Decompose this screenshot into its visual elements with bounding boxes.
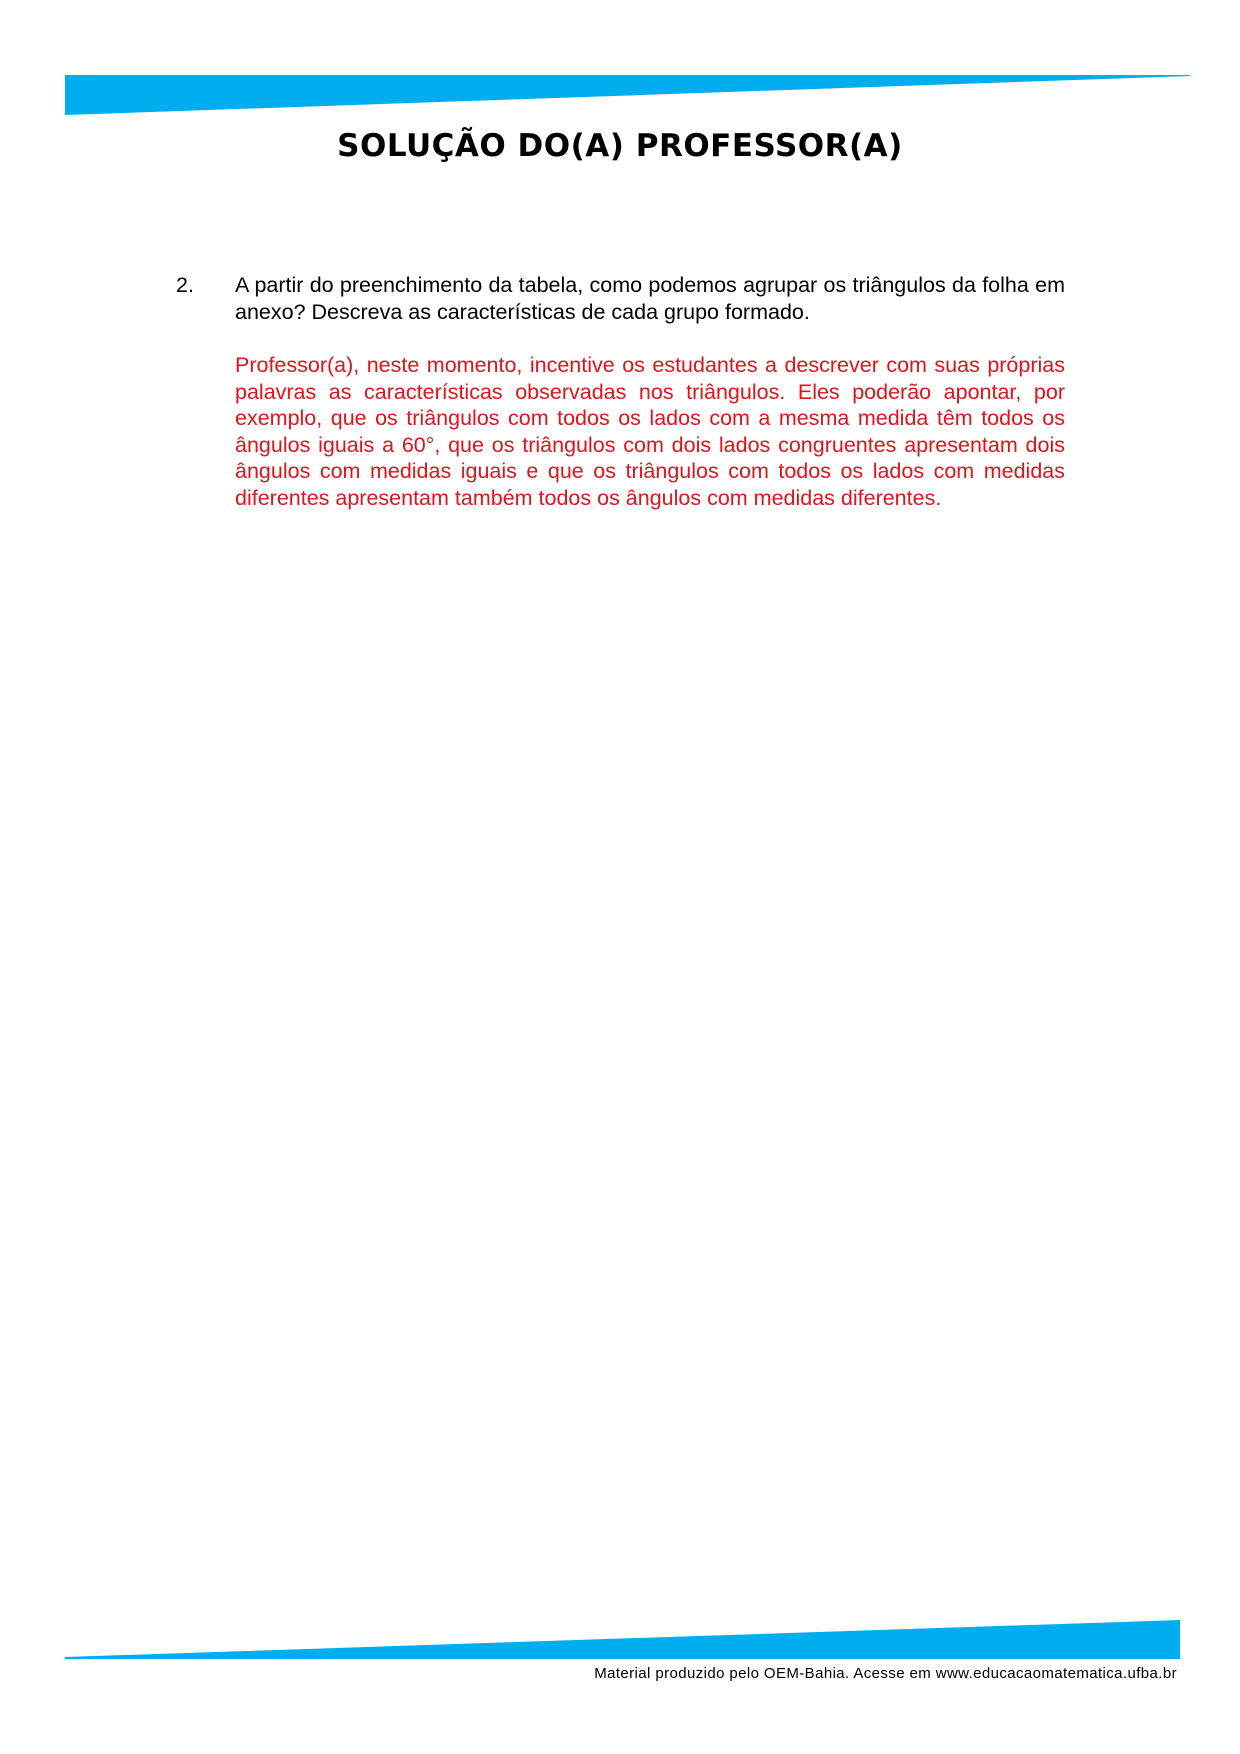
question-number: 2. (176, 273, 194, 297)
page-title: SOLUÇÃO DO(A) PROFESSOR(A) (337, 128, 903, 164)
question-item (176, 272, 1066, 326)
footer-credit: Material produzido pelo OEM-Bahia. Acesse em www.educacaomatematica.ufba.br (594, 1665, 1177, 1682)
top-band-shape (65, 75, 1190, 115)
bottom-decorative-band (0, 1615, 1240, 1665)
top-decorative-band (0, 70, 1240, 120)
question-text: A partir do preenchimento da tabela, como podemos agrupar os triângulos da folha em anexo? Descreva as características de cada grupo formado. (235, 273, 1065, 324)
teacher-answer-text: Professor(a), neste momento, incentive os estudantes a descrever com suas próprias palavras as características observadas nos triângulos. Eles poderão apontar, por exemplo, que os triângulos com todos os lados com a mesma medida têm todos os ângulos iguais a 60°, que os triângulos com dois lados congruentes apresentam dois ângulos com medidas iguais e que os triângulos com todos os lados com medidas diferentes apresentam também todos os ângulos com medidas diferentes. (235, 353, 1065, 510)
bottom-band-shape (65, 1620, 1180, 1659)
